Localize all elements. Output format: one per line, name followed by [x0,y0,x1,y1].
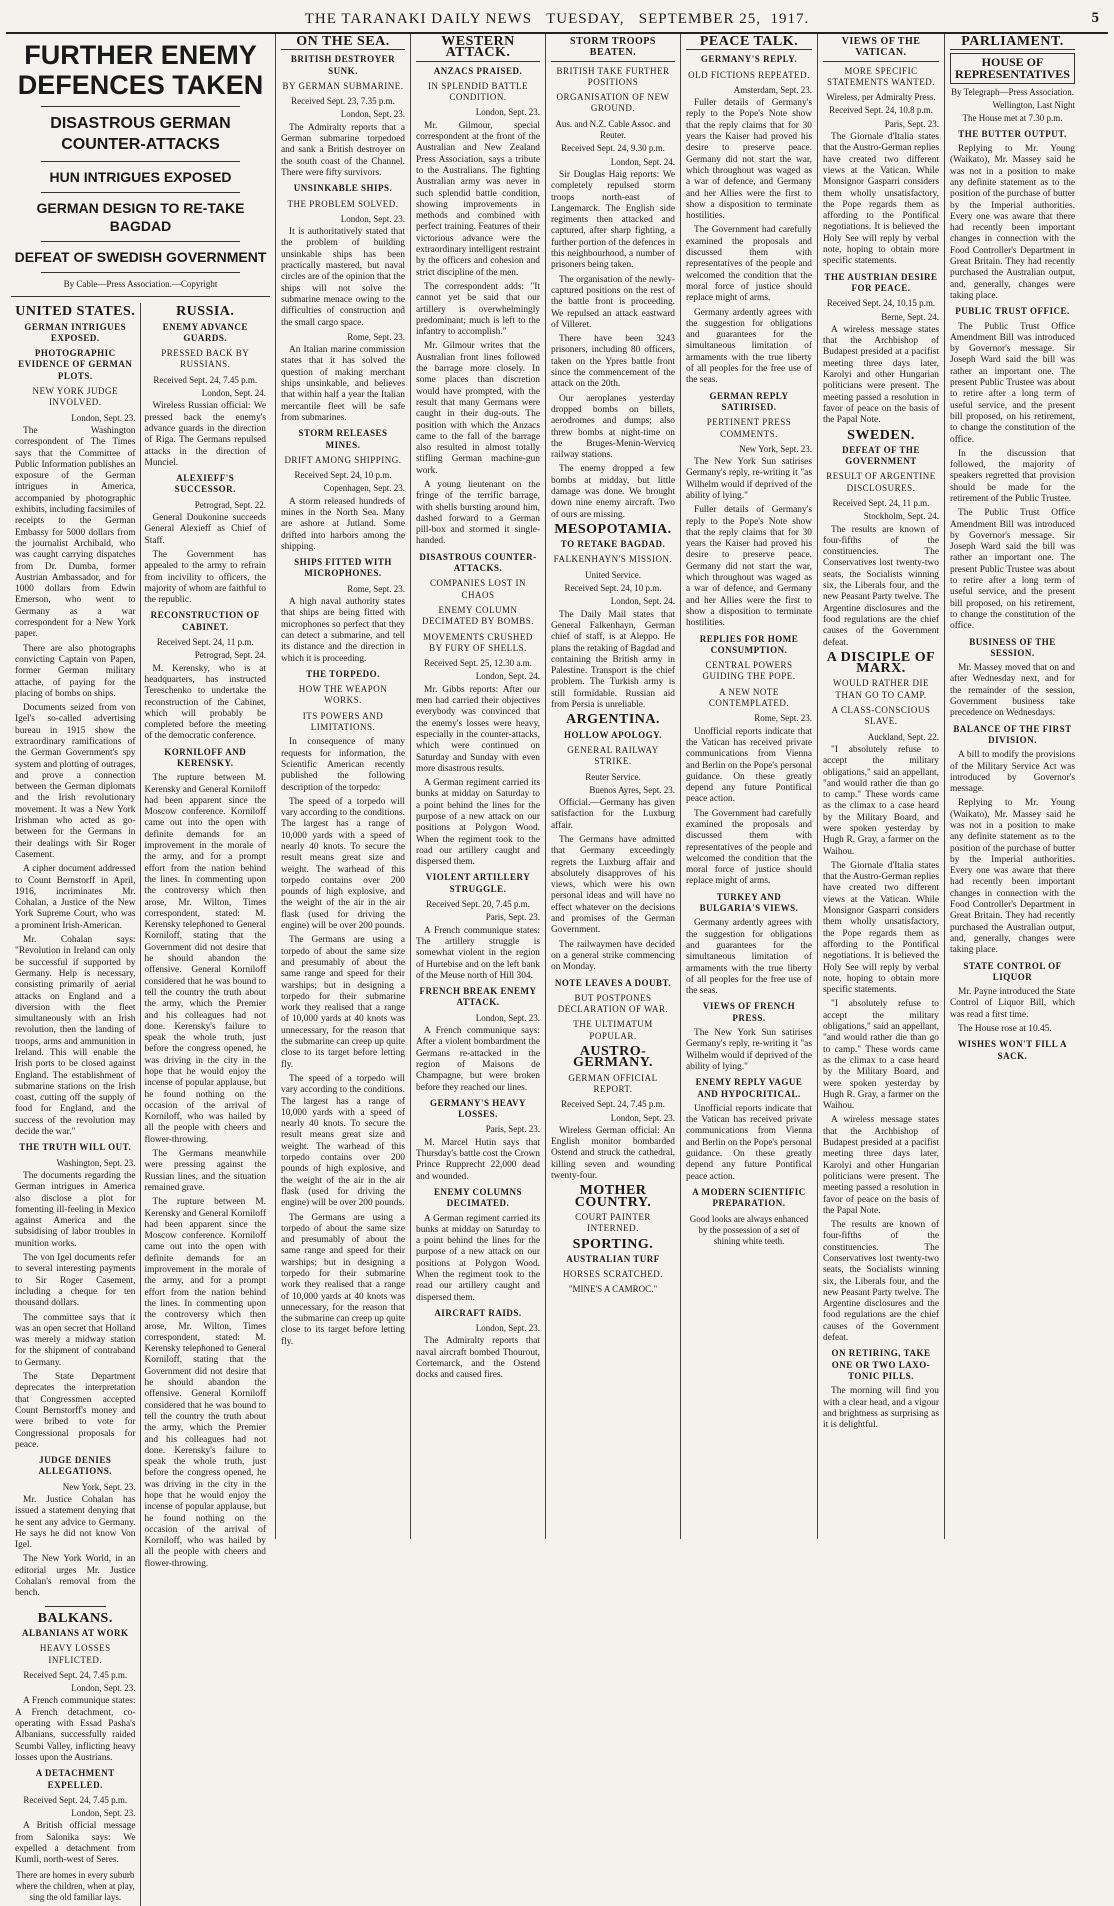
west-h6: MOVEMENTS CRUSHED BY FURY OF SHELLS. [423,631,533,653]
paragraph: The Washington correspondent of The Times says that the Committee of Public Information publishes an exposure of the German intrigues in America, accompanied by photographic exhibits, including facsimiles of receipts to the German Embassy for 5000 dollars from the journalist Archibald, who was caught carrying dispatches from Dr. Dumba, former Austrian Ambassador, and for 1000 dollars from Edwin Emerson, who went to Germany as a war correspondent for a New York paper. [15,425,136,640]
dateline: Rome, Sept. 23. [754,713,812,724]
source-line: United Service. [585,569,641,580]
paragraph: A high naval authority states that ships are being fitted with microphones so perfect that they can detect a submarine, and tell its distance and the direction in which it is proceeding. [281,597,405,664]
dateline: London, Sept. 23. [340,109,405,120]
received-line: Received Sept. 24, 11 p.m. [156,637,254,648]
balkans-h1: ALBANIANS AT WORK [21,1627,129,1638]
column-peace [681,34,818,1539]
us-h4: THE TRUTH WILL OUT. [19,1142,132,1153]
dateline: London, Sept. 23. [475,1012,540,1023]
paragraph: General Doukonine succeeds General Alexieff as Chief of Staff. [144,513,266,546]
paragraph: The enemy dropped a few bombs at midday, but little damage was done. We brought down nine enemy aircraft. Two of ours are missing. [551,464,675,520]
paragraph: The committee says that it was an open secret that Holland was merely a midway station for the shipment of contraband to Germany. [15,1312,136,1368]
us-h5: JUDGE DENIES ALLEGATIONS. [38,1455,113,1477]
paragraph: The Government had carefully examined the proposals and discussed them with representatives of the people and welcomed the condition that the moral force of justice should replace might of arms. [686,808,812,887]
sea-h2: BY GERMAN SUBMARINE. [282,80,404,91]
paragraph: The Germans have admitted that Germany exceedingly regrets the Luxburg affair and absolutely disapproves of his views, which were his own personal ideas and will have no effect whatever on the decisions and promises of the German Government. [551,835,675,936]
paragraph: The correspondent adds: "It cannot yet be said that our artillery is overwhelmingly predominant; much is left to the infantry to accomplish." [416,281,540,338]
paragraph: The railwaymen have decided on a general strike commencing on Monday. [551,939,675,973]
argentina-head: ARGENTINA. [565,712,661,728]
paragraph: Our aeroplanes yesterday dropped bombs on billets, aerodromes and dumps; also threw bombs at night-time on the Bruges-Menin-Wervicq railway stations. [551,393,675,461]
paragraph: The organisation of the newly-captured positions on the rest of the battle front is proceeding. We repulsed an attack eastward of Villeret. [551,274,675,330]
received-line: Received Sept. 24, 10.15 p.m. [826,298,936,309]
us-column [11,303,141,1906]
paragraph: Documents seized from von Igel's so-called advertising bureau in 1915 show the extraordinary ramifications of the German Government's spy system and plotting of outrages, and prove a connection between the German diplomats and the Irish revolutionary movement. It was a New York Irishman who acted as go-between for the Germans in their dealings with Sir Roger Casement. [15,703,136,860]
source-line: Reuter Service. [585,771,641,782]
paragraph: A cipher document addressed to Count Bernstorff in April, 1916, incriminates Mr. Cohalan, a Justice of the New York Supreme Court, who was a prominent Irish-American. [15,864,136,931]
dateline: London, Sept. 24. [610,156,675,167]
sweden-h1: DEFEAT OF THE GOVERNMENT [842,444,920,467]
masthead [6,6,1108,34]
paragraph: The Daily Mail states that General Falkenhayn, German chief of staff, is at Aleppo. He plans the retaking of Bagdad and containing the British army in Palestine. Transport is the chief problem. The Turkish army is still formidable. Russian aid from Persia is unreliable. [551,609,675,711]
paragraph: The New York Sun satirises Germany's reply, re-writing it "as Wilhelm would if deprived of the ability of lying." [686,457,812,501]
arg-h3: NOTE LEAVES A DOUBT. [554,977,672,988]
received-line: Received Sept. 25, 12.30 a.m. [424,658,532,669]
advert: Good looks are always enhanced by the possession of a set of shining white teeth. [689,1213,809,1247]
balkans-h2: HEAVY LOSSES INFLICTED. [39,1643,111,1665]
sea-h4: THE PROBLEM SOLVED. [287,198,399,209]
mother-h1: COURT PAINTER INTERNED. [575,1211,651,1234]
peace-head: PEACE TALK. [686,36,812,50]
paragraph: The documents regarding the German intrigues in America also disclose a plot for fomenting ill-feeling in Mexico against America and the subsidising of labor troubles in munition works. [15,1170,136,1249]
lead-subhead-4: DEFEAT OF SWEDISH GOVERNMENT [14,249,267,265]
paragraph: A wireless message states that the Archbishop of Budapest presided at a pacifist meeting three days later, Karolyi and other Hungarian politicians were present. The meeting passed a resolution in favor of peace on the basis of the Papal Note. [823,324,939,426]
peace-h8: TURKEY AND BULGARIA'S VIEWS. [699,891,799,914]
sea-head: ON THE SEA. [281,36,405,50]
sea-h3: UNSINKABLE SHIPS. [293,183,393,194]
paragraph: A young lieutenant on the fringe of the terrific barrage, with shells bursting around him, dashed forward to a German pill-box and stormed it single-handed. [416,479,540,547]
paragraph: Mr. Gibbs reports: After our men had carried their objectives everybody was convinced that the enemy's losses were heavy, especially in the counter-attacks, which were continued on Saturday and Sunday with even more disastrous results. [416,684,540,774]
west-h7: VIOLENT ARTILLERY STRUGGLE. [425,872,531,894]
lead-headline: FURTHER ENEMY DEFENCES TAKEN [17,40,264,100]
parl-h5: BALANCE OF THE FIRST DIVISION. [953,723,1072,745]
paragraph: The New York World, in an editorial urges Mr. Justice Cohalan's removal from the bench. [15,1554,136,1599]
arg-h4: BUT POSTPONES DECLARATION OF WAR. [557,992,669,1015]
paragraph: Fuller details of Germany's reply to the Pope's Note show that the reply claims that for 30 years the Kaiser had proved his desire to preserve peace. Germany did not start the war, which throughout was waged as a war of defence, and Germany and her Allies were the first to show a disposition to terminate hostilities. [686,505,812,629]
sea-h5: STORM RELEASES MINES. [298,428,388,450]
dateline: Copenhagen, Sept. 23. [323,483,405,494]
sea-h7: SHIPS FITTED WITH MICROPHONES. [294,557,392,579]
marx-h1: WOULD RATHER DIE THAN GO TO CAMP. [833,678,929,700]
paragraph: The results are known of four-fifths of the constituencies. The Conservatives lost twenty-two seats, the Socialists winning six, the Liberals four, and the new Peasant Party twelve. The Argentine disclosures and the food regulations are the chief causes of the Government defeat. [823,1220,939,1344]
dateline: London, Sept. 23. [71,1683,136,1694]
received-line: Received Sept. 24, 7.45 p.m. [23,1669,128,1680]
sport-h1: AUSTRALIAN TURF [566,1253,660,1264]
paragraph: Replying to Mr. Young (Waikato), Mr. Massey said he was not in a position to make any definite statement as to the position of the purchase of butter by the Imperial authorities. Every one was aware that there had recently been important changes in connection with the Food Controller's Department in Great Britain. They had recently purchased the Australian output, and, generally, changes were taking place. [950,144,1075,301]
peace-h7: A NEW NOTE CONTEMPLATED. [708,686,790,709]
meso-h1: TO RETAKE BAGDAD. [560,539,666,550]
received-line: Received Sept. 23, 7.35 p.m. [291,96,395,107]
masthead-title: THE TARANAKI DAILY NEWS TUESDAY, SEPTEMBER 25, 1917. [304,10,810,27]
source-line: Wireless, per Admiralty Press. [826,92,936,103]
dateline: London, Sept. 23. [340,213,405,224]
source-line: By Telegraph—Press Association. [951,86,1074,97]
parl-h3: PUBLIC TRUST OFFICE. [955,306,1070,317]
west-h8: FRENCH BREAK ENEMY ATTACK. [419,986,537,1008]
paragraph: A wireless message states that the Archbishop of Budapest presided at a pacifist meeting three days later, Karolyi and other Hungarian politicians were present. The meeting passed a resolution in favor of peace on the basis of the Papal Note. [823,1115,939,1216]
paragraph: A French communique states: The artillery struggle is somewhat violent in the region of Hurtebise and on the left bank of the Meuse north of Hill 304. [416,925,540,981]
received-line: Received Sept. 24, 10 p.m. [294,470,392,481]
dateline: Stockholm, Sept. 24. [863,511,939,522]
peace-h3: GERMAN REPLY SATIRISED. [709,390,789,412]
dateline: Paris, Sept. 23. [485,1124,540,1135]
paragraph: A German regiment carried its bunks at midday on Saturday to a point behind the lines for the purpose of a new attack on our positions at Polygon Wood. When the regiment took to the road our artillery caught and dispersed them. [416,778,540,868]
us-head: UNITED STATES. [15,304,136,320]
dateline: Petrograd, Sept. 24. [194,650,266,661]
paragraph: A French communique states: A French detachment, co-operating with Essad Pasha's Albanians, successfully raided Scumbi Valley, inflicting heavy losses upon the Austrians. [15,1696,136,1763]
paragraph: The Germans are using a torpedo of about the same size and presumably of about the same range and speed for their warships; but in designing a torpedo for their submarine work they realised that a range of 10,000 yards at 40 knots was unnecessary, for the reason that the submarine can creep up quite close to its target before letting fly. [281,935,405,1070]
dateline: Petrograd, Sept. 22. [194,499,266,510]
west-h5: ENEMY COLUMN DECIMATED BY BOMBS. [422,604,534,627]
dateline: Berne, Sept. 24. [881,311,939,322]
paragraph: M. Kerensky, who is at headquarters, has instructed Tereschenko to undertake the reconstruction of the Cabinet, which will probably be completed before the meeting of the democratic conference. [144,663,266,742]
paragraph: Germany ardently agrees with the suggestion for obligations and guarantees for the simultaneous limitation of armaments with the true liberty of all peoples for the free use of the seas. [686,918,812,997]
aust-h1: GERMAN OFFICIAL REPORT. [568,1072,658,1094]
russia-h5: KORNILOFF AND KERENSKY. [164,746,247,768]
paragraph: In the discussion that followed, the majority of speakers regretted that provision should be made for the retirement of the Public Trustee. [950,448,1075,504]
paragraph: A French communique says: After a violent bombardment the Germans re-attacked in the region of Maisons de Champagne, but were broken before they reached our lines. [416,1026,540,1093]
russia-h4: RECONSTRUCTION OF CABINET. [150,610,260,632]
arg-h5: THE ULTIMATUM POPULAR. [573,1019,653,1041]
paragraph: Wireless German official: An English monitor bombarded Ostend and struck the cathedral, killing seven and wounding twenty-four. [551,1125,675,1182]
dateline: London, Sept. 23. [475,1323,540,1334]
paragraph: The speed of a torpedo will vary according to the conditions. The largest has a range of 10,000 yards with a speed of nearly 40 knots. To secure the result means great size and weight. The warhead of this torpedo contains over 200 pounds of high explosive, and the weight of the air in the air flask (used for driving the engine) will be over 200 pounds. [281,1073,405,1209]
peace-h6: CENTRAL POWERS GUIDING THE POPE. [702,660,796,682]
paragraph: The rupture between M. Kerensky and General Korniloff had been apparent since the Moscow conference. Korniloff came out into the open with definite demands for an improvement in the morale of the army, and for a prompt effort from the nation behind the lines. In commenting upon the controversy which then arose, Mr. Wilton, Times correspondent, stated: M. Kerensky telephoned to General Korniloff, stating that the Government did not desire that he should abandon the offensive. General Korniloff considered that he was bound to tell the country the truth about the army, which the Premier and his colleagues had not done. Kerensky's failure to speak the whole truth, just before the congress opened, he was driving in the city in the hope that he would enjoy the incense of popular applause, but he found nothing on the occasion of the arrival of Korniloff, who was hailed by all the people with cheers and flower-throwing. [144,773,266,1145]
paragraph: The Giornale d'Italia states that the Austro-German replies have created two different views at the Vatican. While Monsignor Gasparri considers them wholly unsatisfactory, the Pope regards them as affording to the Pontifical negotiations. It is believed the Holy See will reply by verbal note, hoping to obtain more specific statements. [823,132,939,267]
paragraph: A German regiment carried its bunks at midday on Saturday to a point behind the lines for the purpose of a new attack on our positions at Polygon Wood. When the regiment took to the road our artillery caught and dispersed them. [416,1213,540,1303]
russia-head: RUSSIA. [176,304,235,320]
paragraph: Mr. Cohalan says: "Revolution in Ireland can only be successful if supported by Germany. Help is necessary, consisting primarily of aerial attacks on England and a diversion with the fleet simultaneously with an Irish revolution, then the landing of troops, arms and ammunition in Ireland. This will enable the Irish ports to be closed against England. The establishment of submarine stations on the Irish coast, cutting off the supply of food for England, and the success of the revolution may decide the war." [15,935,136,1138]
lead-subhead-2: HUN INTRIGUES EXPOSED [49,169,232,185]
received-line: Received Sept. 24, 7.45 p.m. [153,374,258,385]
austro-germany-head: AUSTRO-GERMANY. [572,1044,654,1071]
paragraph: The New York Sun satirises Germany's reply, re-writing it "as Wilhelm would if deprived of the ability of lying." [686,1028,812,1072]
russia-h1: ENEMY ADVANCE GUARDS. [162,321,248,343]
lead-subhead-3: GERMAN DESIGN TO RE-TAKE BAGDAD [36,200,245,234]
west-h3: DISASTROUS COUNTER-ATTACKS. [419,551,537,574]
dateline: Auckland, Sept. 22. [867,731,939,742]
mother-country-head: MOTHER COUNTRY. [574,1183,652,1210]
dateline: Paris, Sept. 23. [485,912,540,923]
dateline: Wellington, Last Night [992,100,1075,111]
column-lead [6,34,276,1903]
paragraph: Wireless Russian official: We pressed back the enemy's advance guards in the direction of Riga. The Germans repulsed attacks in the direction of Munciel. [144,401,266,468]
parl-h4: BUSINESS OF THE SESSION. [969,636,1056,658]
peace-h4: PERTINENT PRESS COMMENTS. [706,417,792,439]
dateline: London, Sept. 24. [610,596,675,607]
sea-h8: THE TORPEDO. [306,668,380,679]
paragraph: In consequence of many requests for information, the Scientific American recently published the following description of the torpedo: [281,737,405,793]
dateline: Paris, Sept. 23. [884,118,939,129]
balkans-h3: A DETACHMENT EXPELLED. [35,1768,115,1790]
paragraph: It is authoritatively stated that the problem of building unsinkable ships has been practically mastered, but naval circles are of the opinion that the ships will not solve the submarine menace owing to the difficulties of construction and the small cargo space. [281,227,405,328]
paragraph: Mr. Gilmour writes that the Australian front lines followed the barrage more closely. In some places than discretion would have prompted, with the result that many Germans were caught in their dug-outs. The position with which the Anzacs came to the fall of the barrage also resulted in almost totally stifling German machine-gun work. [416,341,540,476]
dateline: London, Sept. 23. [71,1808,136,1819]
west-h2: IN SPLENDID BATTLE CONDITION. [428,80,528,103]
paragraph: The House met at 7.30 p.m. [962,113,1063,124]
russia-column [141,303,271,1906]
received-line: Received Sept. 24, 10.8 p.m. [829,105,933,116]
sea-h1: BRITISH DESTROYER SUNK. [290,54,396,76]
peace-h5: REPLIES FOR HOME CONSUMPTION. [699,633,799,655]
paragraph: Mr. Massey moved that on and after Wednesday next, and for the remainder of the session, Government business take precedence on Wednesdays. [950,663,1075,719]
paragraph: The Admiralty reports that naval aircraft bombed Thourout, Cortemarck, and the Ostend docks and caused fires. [416,1336,540,1381]
received-line: Received Sept. 24, 7.45 p.m. [561,1099,665,1110]
paragraph: The Government has appealed to the army to refrain from incivility to officers, the majority of whom are faithful to the republic. [144,549,266,606]
dateline: New York, Sept. 23. [62,1481,136,1492]
paragraph: Unofficial reports indicate that the Vatican has received private communications from Vienna and Berlin on the Pope's personal guidance. On these greatly depend any future Pontifical peace action. [686,1103,812,1182]
peace-h2: OLD FICTIONS REPEATED. [688,69,810,80]
lead-subhead-1: DISASTROUS GERMAN COUNTER-ATTACKS [50,115,231,153]
dateline: London, Sept. 24. [475,671,540,682]
dateline: Buenos Ayres, Sept. 23. [589,784,675,795]
meso-h2: FALKENHAYN'S MISSION. [553,554,673,565]
sport-h2: HORSES SCRATCHED. [562,1269,664,1280]
advert-head: WISHES WON'T FILL A SACK. [958,1039,1067,1061]
storm-h1: BRITISH TAKE FURTHER POSITIONS [556,65,670,87]
paragraph: Mr. Payne introduced the State Control of Liquor Bill, which was read a first time. [950,987,1075,1020]
received-line: Received Sept. 24, 10 p.m. [564,583,662,594]
advert: There are homes in every suburb where the children, when at play, sing the old familiar lays. [15,1869,135,1903]
paragraph: "I absolutely refuse to accept the military obligations," said an appellant, "and would rather die than go to camp." These words came as the climax to a case heard by the Military Board, and were spoken yesterday by Hugh R. Gray, a farmer on the Waihou. [823,744,939,857]
parliament-head: PARLIAMENT. [950,36,1075,50]
paragraph: The Public Trust Office Amendment Bill was introduced by Governor's message. Sir Joseph Ward said the bill was rather an important one. The present Public Trustee was about to retire after a long term of useful service, and the present bill proposed, on his retirement, to change the constitution of the office. [950,508,1075,632]
sweden-h2: RESULT OF ARGENTINE DISCLOSURES. [826,471,936,493]
dateline: London, Sept. 23. [475,107,540,118]
mesopotamia-head: MESOPOTAMIA. [554,521,672,537]
peace-h1: GERMANY'S REPLY. [700,54,798,65]
us-h1: GERMAN INTRIGUES EXPOSED. [24,321,127,343]
balkans-head: BALKANS. [37,1610,113,1626]
west-h9: GERMANY'S HEAVY LOSSES. [429,1097,527,1120]
paragraph: The Government had carefully examined the proposals and discussed them with representatives of the people and welcomed the condition that the moral force of justice should replace might of arms. [686,225,812,304]
sweden-head: SWEDEN. [847,427,915,443]
dateline: Washington, Sept. 23. [56,1157,136,1168]
paragraph: A bill to modify the provisions of the Military Service Act was introduced by Governor's message. [950,750,1075,795]
marx-head: A DISCIPLE OF MARX. [826,649,936,677]
received-line: Received Sept. 24, 7.45 p.m. [23,1794,128,1805]
arg-h1: HOLLOW APOLOGY. [563,729,663,740]
paragraph: Mr. Gilmour, special correspondent at the front of the Australian and New Zealand Press Association, says a tribute to the Australians. The fighting Australian army was never in such splendid battle condition, showing improvements in methods and combined with perfect training. Features of their victorious advance were the extraordinary intelligent restraint by the officers and cohesion and strict discipline of the men. [416,120,540,278]
paragraph: Unofficial reports indicate that the Vatican has received private communications from Vienna and Berlin on the Pope's personal guidance. On these greatly depend any future Pontifical peace action. [686,726,812,805]
west-head: WESTERN ATTACK. [416,36,540,62]
west-h11: AIRCRAFT RAIDS. [434,1307,522,1318]
storm-h2: ORGANISATION OF NEW GROUND. [556,92,670,114]
sea-h6: DRIFT AMONG SHIPPING. [284,454,402,465]
us-h2: PHOTOGRAPHIC EVIDENCE OF GERMAN PLOTS. [18,348,133,381]
column-storm [546,34,681,1539]
received-line: Received Sept. 20, 7.45 p.m. [426,899,530,910]
dateline: Rome, Sept. 23. [347,583,405,594]
russia-h2: PRESSED BACK BY RUSSIANS. [161,348,250,370]
paragraph: A storm released hundreds of mines in the North Sea. Many are ashore at Jutland. Some drifted into harbors among the shipping. [281,496,405,552]
sporting-head: SPORTING. [572,1236,654,1252]
paragraph: The State Department deprecates the interpretation that Congressmen accepted Count Bernstorff's money and were bribed to vote for Congressional proposals for peace. [15,1372,136,1450]
dateline: Rome, Sept. 23. [347,331,405,342]
paragraph: There have been 3243 prisoners, including 80 officers, taken on the Ypres battle front since the commencement of the attack on the 20th. [551,334,675,390]
sea-h10: ITS POWERS AND LIMITATIONS. [302,710,384,733]
paragraph: The von Igel documents refer to several interesting payments to Sir Roger Casement, including a cheque for ten thousand dollars. [15,1253,136,1309]
column-parliament [945,34,1080,1539]
paragraph: Sir Douglas Haig reports: We completely repulsed storm troops north-east of Langemarck. The English side regiments then attacked and captured, after sharp fighting, a further portion of the defences in this neighbourhood, a number of prisoners being taken. [551,169,675,271]
paragraph: The rupture between M. Kerensky and General Korniloff had been apparent since the Moscow conference. Korniloff came out into the open with definite demands for an improvement in the morale of the army, and for a prompt effort from the nation behind the lines. In commenting upon the controversy which then arose, Mr. Wilton, Times correspondent, stated: M. Kerensky telephoned to General Korniloff, stating that the Government did not desire that he should abandon the offensive. General Korniloff considered that he was bound to tell the country the truth about the army, which the Premier and his colleagues had not done. Kerensky's failure to speak the whole truth, just before the congress opened, he was driving in the city in the hope that he would enjoy the incense of popular applause, but he found nothing on the occasion of the arrival of Korniloff, who was hailed by all the people with cheers and flower-throwing. [144,1197,266,1569]
paragraph: The Germans meanwhile were pressing against the Russian lines, and the situation remained grave. [144,1149,266,1193]
paragraph: M. Marcel Hutin says that Thursday's battle cost the Crown Prince Rupprecht 22,000 dead and wounded. [416,1137,540,1182]
vatican-h1: MORE SPECIFIC STATEMENTS WANTED. [826,65,936,87]
paragraph: The House rose at 10.45. [958,1024,1052,1035]
paragraph: Fuller details of Germany's reply to the Pope's Note show that the reply claims that for 30 years the Kaiser had proved his desire to preserve peace. Germany did not start the war, which throughout was waged as a war of defence, and Germany and her Allies were the first to show a disposition to terminate hostilities. [686,98,812,222]
storm-head: STORM TROOPS BEATEN. [551,36,675,62]
dateline: Amsterdam, Sept. 23. [733,84,812,95]
parl-h2: THE BUTTER OUTPUT. [958,128,1067,139]
russia-h3: ALEXIEFF'S SUCCESSOR. [174,473,236,495]
peace-h10: ENEMY REPLY VAGUE AND HYPOCRITICAL. [695,1077,803,1099]
advert-head: ON RETIRING, TAKE ONE OR TWO LAXO-TONIC PILLS. [831,1348,931,1381]
vatican-head: VIEWS OF THE VATICAN. [823,36,939,62]
dateline: London, Sept. 23. [71,412,136,423]
column-vatican [818,34,945,1539]
peace-h9: VIEWS OF FRENCH PRESS. [702,1001,796,1023]
arg-h2: GENERAL RAILWAY STRIKE. [567,744,659,767]
paragraph: Mr. Justice Cohalan has issued a statement denying that he sent any advice to Germany. He says he did not know Von Igel. [15,1494,136,1551]
paragraph: Germany ardently agrees with the suggestion for obligations and guarantees for the simultaneous limitation of armaments with the true liberty of all peoples for the free use of the seas. [686,307,812,386]
source-line: Aus. and N.Z. Cable Assoc. and Reuter. [555,118,671,141]
paragraph: Replying to Mr. Young (Waikato), Mr. Massey said he was not in a position to make any definite statement as to the position of the purchase of butter by the Imperial authorities. Every one was aware that there had recently been important changes in connection with the Food Controller's Department in Great Britain. They had recently purchased the Australian output, and, generally, changes were taking place. [950,798,1075,956]
paragraph: The Admiralty reports that a German submarine torpedoed and sank a British destroyer on the south coast of the Channel. There were fifty survivors. [281,122,405,178]
received-line: Received Sept. 24, 9.30 p.m. [561,143,665,154]
lead-byline: By Cable—Press Association.—Copyright [63,279,218,289]
paragraph: The speed of a torpedo will vary according to the conditions. The largest has a range of 10,000 yards with a speed of nearly 40 knots. To secure the result means great size and weight. The warhead of this torpedo contains over 200 pounds of high explosive, and the weight of the air in the air flask (used for driving the engine) will be over 200 pounds. [281,796,405,932]
parliament-h1: HOUSE OF REPRESENTATIVES [950,53,1075,84]
paragraph: A British official message from Salonika says: We expelled a detachment from Kumli, north-west of Seres. [15,1821,136,1866]
dateline: London, Sept. 24. [201,388,266,399]
column-western [411,34,546,1539]
west-h4: COMPANIES LOST IN CHAOS [429,578,527,600]
paragraph: The Public Trust Office Amendment Bill was introduced by Governor's message. Sir Joseph Ward said the bill was rather an important one. The present Public Trustee was about to retire after a long term of useful service, and the present bill proposed, on his retirement, to change the constitution of the office. [950,321,1075,445]
paragraph: The Giornale d'Italia states that the Austro-German replies have created two different views at the Vatican. While Monsignor Gasparri considers them wholly unsatisfactory, the Pope regards them as affording to the Pontifical negotiations. It is believed the Holy See will reply by verbal note, hoping to obtain more specific statements. [823,860,939,996]
received-line: Received Sept. 24, 11 p.m. [832,497,930,508]
sea-h9: HOW THE WEAPON WORKS. [298,684,388,706]
paragraph: An Italian marine commission states that it has solved the question of making merchant ships unsinkable, and believes that within half a year the Italian mercantile fleet will be safe from submarines. [281,345,405,423]
paragraph: There are also photographs convicting Captain von Papen, former German military attache, of paying for the placing of bombs on ships. [15,643,136,699]
paragraph: Official.—Germany has given satisfaction for the Luxburg affair. [551,798,675,831]
column-sea [276,34,411,1539]
west-h1: ANZACS PRAISED. [433,65,523,76]
page-number: 5 [1091,10,1100,26]
advert-text: The morning will find you with a clear head, and a vigour and brightness as surprising as it is delightful. [823,1386,939,1431]
paragraph: The Germans are using a torpedo of about the same size and presumably of about the same range and speed for their warships; but in designing a torpedo for their submarine work they realised that a range of 10,000 yards at 40 knots was unnecessary, for the reason that the submarine can creep up quite close to its target before letting fly. [281,1212,405,1347]
dateline: London, Sept. 23. [610,1112,675,1123]
parl-h6: STATE CONTROL OF LIQUOR [963,960,1062,982]
vatican-h2: THE AUSTRIAN DESIRE FOR PEACE. [824,271,938,293]
us-h3: NEW YORK JUDGE INVOLVED. [32,386,118,408]
peace-h11: A MODERN SCIENTIFIC PREPARATION. [692,1186,806,1209]
advert: "MINE'S A CAMROC." [568,1284,658,1295]
marx-h2: A CLASS-CONSCIOUS SLAVE. [831,705,931,727]
dateline: New York, Sept. 23. [739,443,812,454]
paragraph: The results are known of four-fifths of the constituencies. The Conservatives lost twenty-two seats, the Socialists winning six, the Liberals four, and the new Peasant Party twelve. The Argentine disclosures and the food regulations are the chief causes of the Government defeat. [823,524,939,648]
west-h10: ENEMY COLUMNS DECIMATED. [434,1186,522,1209]
paragraph: "I absolutely refuse to accept the military obligations," said an appellant, "and would rather die than go to camp." These words came as the climax to a case heard by the Military Board, and were spoken yesterday by Hugh R. Gray, a farmer on the Waihou. [823,999,939,1112]
